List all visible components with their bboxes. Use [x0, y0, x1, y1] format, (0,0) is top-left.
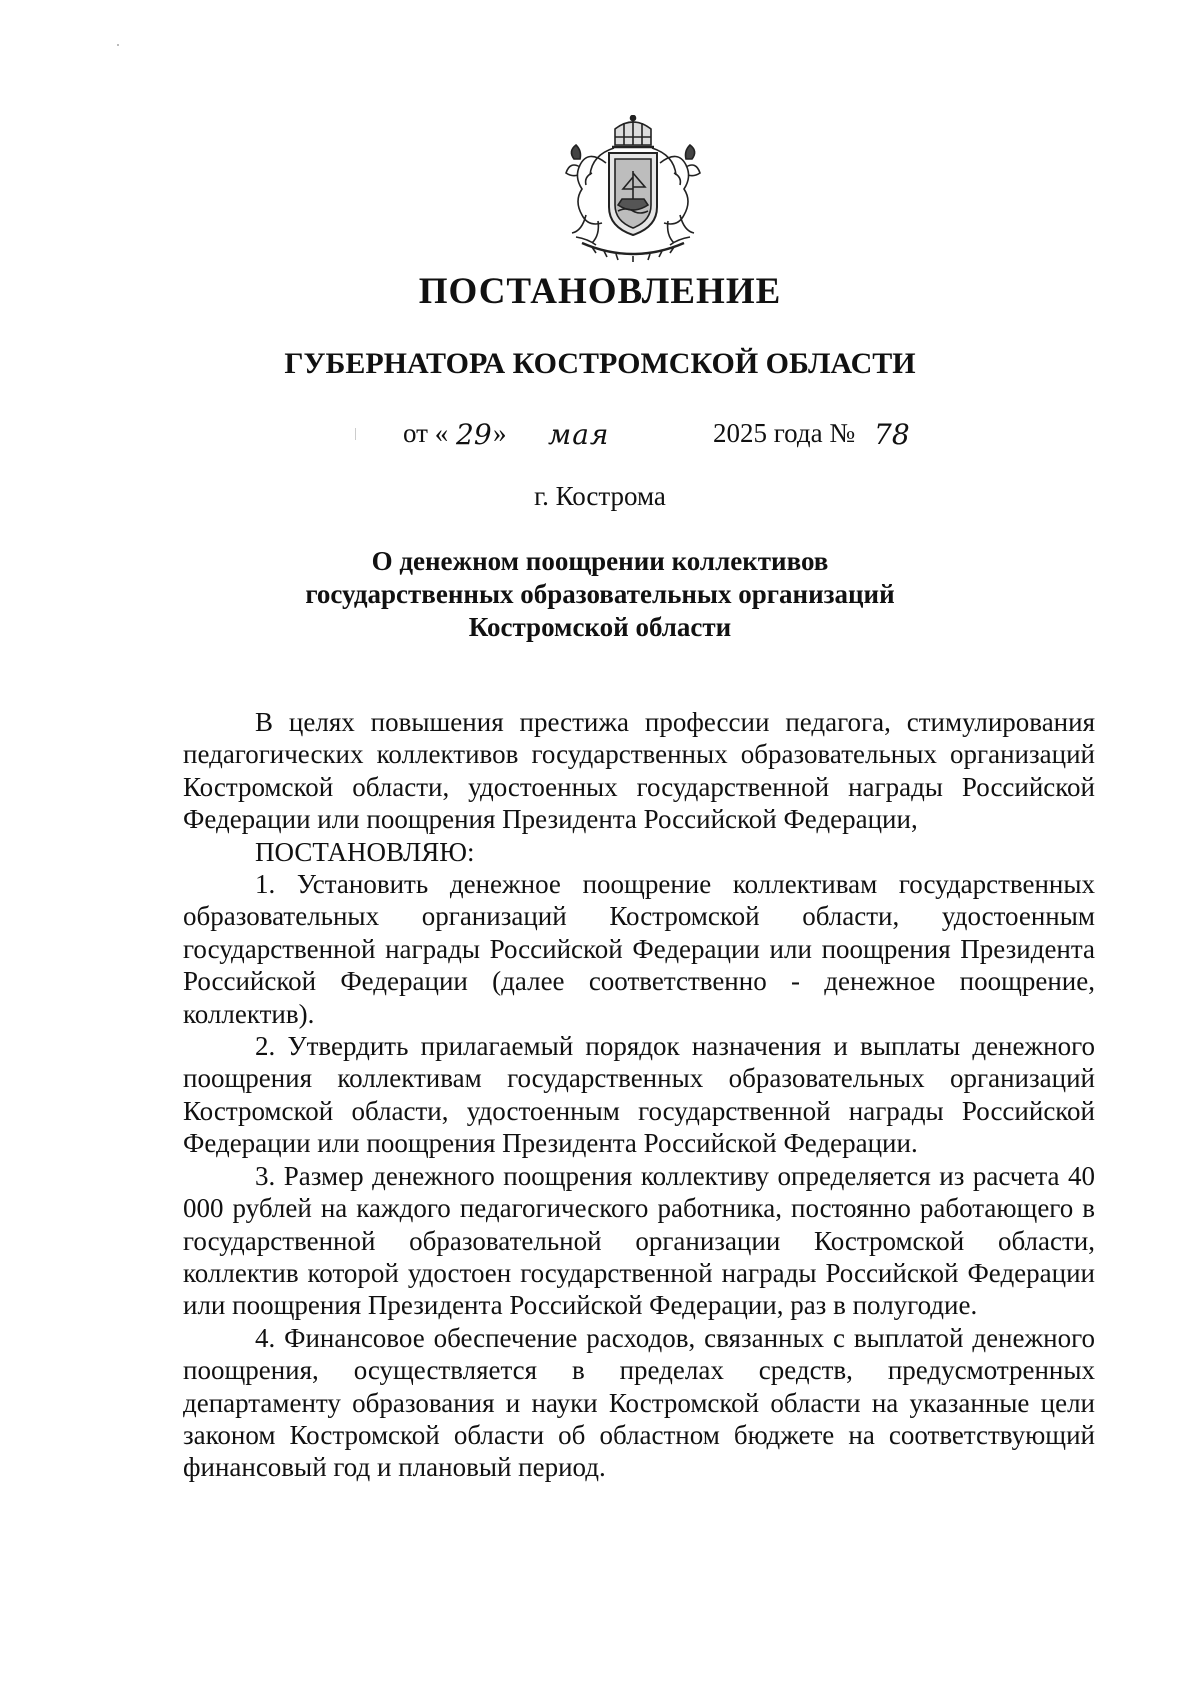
clause-paragraph: 1. Установить денежное поощрение коллективам государственных образовательных организаций Костромской области, удостоенным государственной награды Российской Федерации или поощрения Президента Российской Федерации (далее соответственно - денежное поощрение, коллектив).: [183, 869, 1095, 1029]
issuer-subtitle: ГУБЕРНАТОРА КОСТРОМСКОЙ ОБЛАСТИ: [284, 347, 916, 380]
document-title: ПОСТАНОВЛЕНИЕ: [418, 271, 782, 312]
coat-of-arms-emblem: [552, 115, 714, 267]
date-month-handwritten: мая: [548, 418, 610, 451]
date-day-handwritten: 29: [456, 418, 492, 451]
document-number-handwritten: 78: [874, 418, 910, 451]
document-body: [183, 706, 1095, 1484]
resolution-heading: [0, 545, 1200, 644]
clause-paragraph: 3. Размер денежного поощрения коллективу определяется из расчета 40 000 рублей на каждого педагогического работника, постоянно работающего в государственной образовательной организации Костромской области, коллектив которой удостоен государственной награды Российской Федерации или поощрения Президента Российской Федерации, раз в полугодие.: [183, 1160, 1095, 1321]
scan-speck: [355, 428, 356, 440]
scan-speck: [117, 44, 119, 46]
heading-line: государственных образовательных организаций: [305, 579, 895, 609]
decree-word: ПОСТАНОВЛЯЮ:: [255, 836, 475, 867]
clause-paragraph: 4. Финансовое обеспечение расходов, связанных с выплатой денежного поощрения, осуществляется в пределах средств, предусмотренных департаменту образования и науки Костромской области на указанные цели законом Костромской области об областном бюджете на соответствующий финансовый год и плановый период.: [183, 1322, 1095, 1483]
date-year-label: 2025 года №: [713, 418, 856, 448]
date-prefix: от «: [403, 418, 449, 448]
clause-paragraph: 2. Утвердить прилагаемый порядок назначения и выплаты денежного поощрения коллективам государственных образовательных организаций Костромской области, удостоенным государственной награды Российской Федерации или поощрения Президента Российской Федерации.: [183, 1031, 1095, 1159]
heading-line: О денежном поощрении коллективов: [371, 546, 829, 576]
city-line: г. Кострома: [534, 481, 666, 511]
preamble-paragraph: В целях повышения престижа профессии педагога, стимулирования педагогических коллективов государственных образовательных организаций Костромской области, удостоенных государственной награды Российской Федерации или поощрения Президента Российской Федерации,: [183, 707, 1095, 835]
date-quote-close: »: [493, 418, 507, 448]
heading-line: Костромской области: [468, 612, 732, 642]
